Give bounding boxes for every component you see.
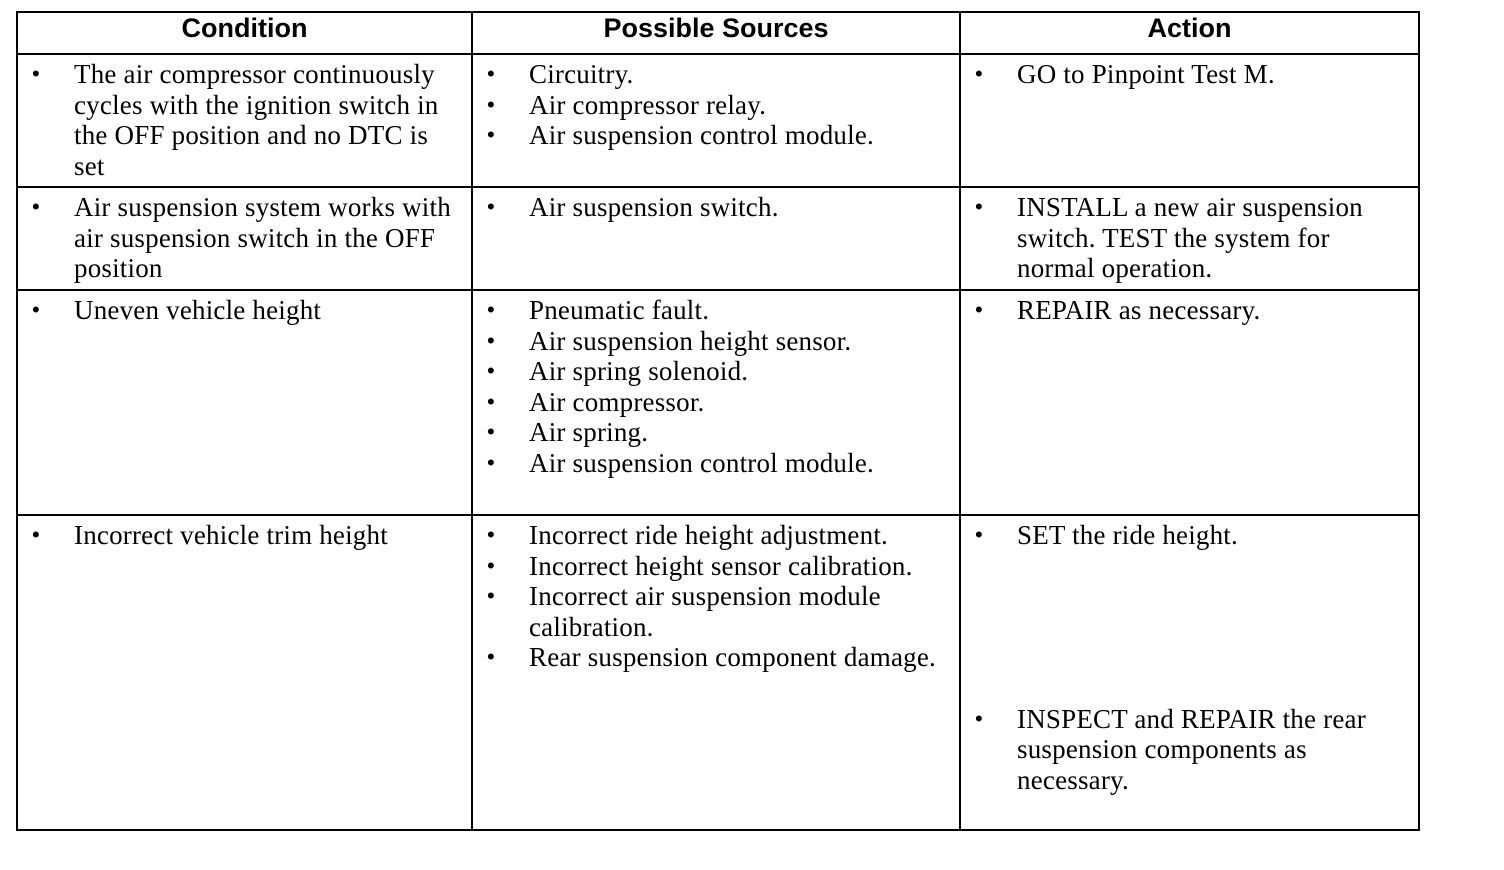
source-item: • Incorrect air suspension module calibration. (473, 581, 953, 642)
header-row (17, 12, 1419, 54)
source-item: • Air compressor. (473, 387, 953, 418)
action-item: • INSTALL a new air suspension switch. TEST the system for normal operation. (961, 192, 1412, 284)
table-row (17, 54, 1419, 187)
table-row (17, 515, 1419, 830)
condition-cell (17, 515, 472, 830)
source-item: • Incorrect ride height adjustment. (473, 520, 953, 551)
action-cell (960, 54, 1419, 187)
action-item: • REPAIR as necessary. (961, 295, 1412, 326)
table-row (17, 290, 1419, 515)
action-cell (960, 515, 1419, 830)
source-item: • Pneumatic fault. (473, 295, 953, 326)
source-item: • Rear suspension component damage. (473, 642, 953, 673)
header-action: Action (960, 12, 1419, 54)
condition-item: • Uneven vehicle height (18, 295, 465, 326)
source-item: • Air suspension control module. (473, 120, 953, 151)
action-item: • SET the ride height. (961, 520, 1412, 551)
action-cell (960, 187, 1419, 290)
action-item: • INSPECT and REPAIR the rear suspension components as necessary. (961, 704, 1412, 796)
source-item: • Air suspension switch. (473, 192, 953, 223)
sources-cell (472, 54, 960, 187)
sources-cell (472, 515, 960, 830)
source-item: • Air suspension control module. (473, 448, 953, 479)
sources-cell (472, 187, 960, 290)
condition-cell (17, 187, 472, 290)
condition-item: • Incorrect vehicle trim height (18, 520, 465, 551)
diagnosis-table (16, 11, 1420, 831)
action-spacer (961, 551, 1412, 704)
source-item: • Air compressor relay. (473, 90, 953, 121)
table-row (17, 187, 1419, 290)
source-item: • Incorrect height sensor calibration. (473, 551, 953, 582)
condition-item: • The air compressor continuously cycles with the ignition switch in the OFF position and no DTC is set (18, 59, 465, 181)
condition-cell (17, 54, 472, 187)
action-cell (960, 290, 1419, 515)
header-possible-sources: Possible Sources (472, 12, 960, 54)
source-item: • Air spring. (473, 417, 953, 448)
condition-cell (17, 290, 472, 515)
source-item: • Circuitry. (473, 59, 953, 90)
condition-item: • Air suspension system works with air suspension switch in the OFF position (18, 192, 465, 284)
action-item: • GO to Pinpoint Test M. (961, 59, 1412, 90)
source-item: • Air spring solenoid. (473, 356, 953, 387)
sources-cell (472, 290, 960, 515)
header-condition: Condition (17, 12, 472, 54)
source-item: • Air suspension height sensor. (473, 326, 953, 357)
